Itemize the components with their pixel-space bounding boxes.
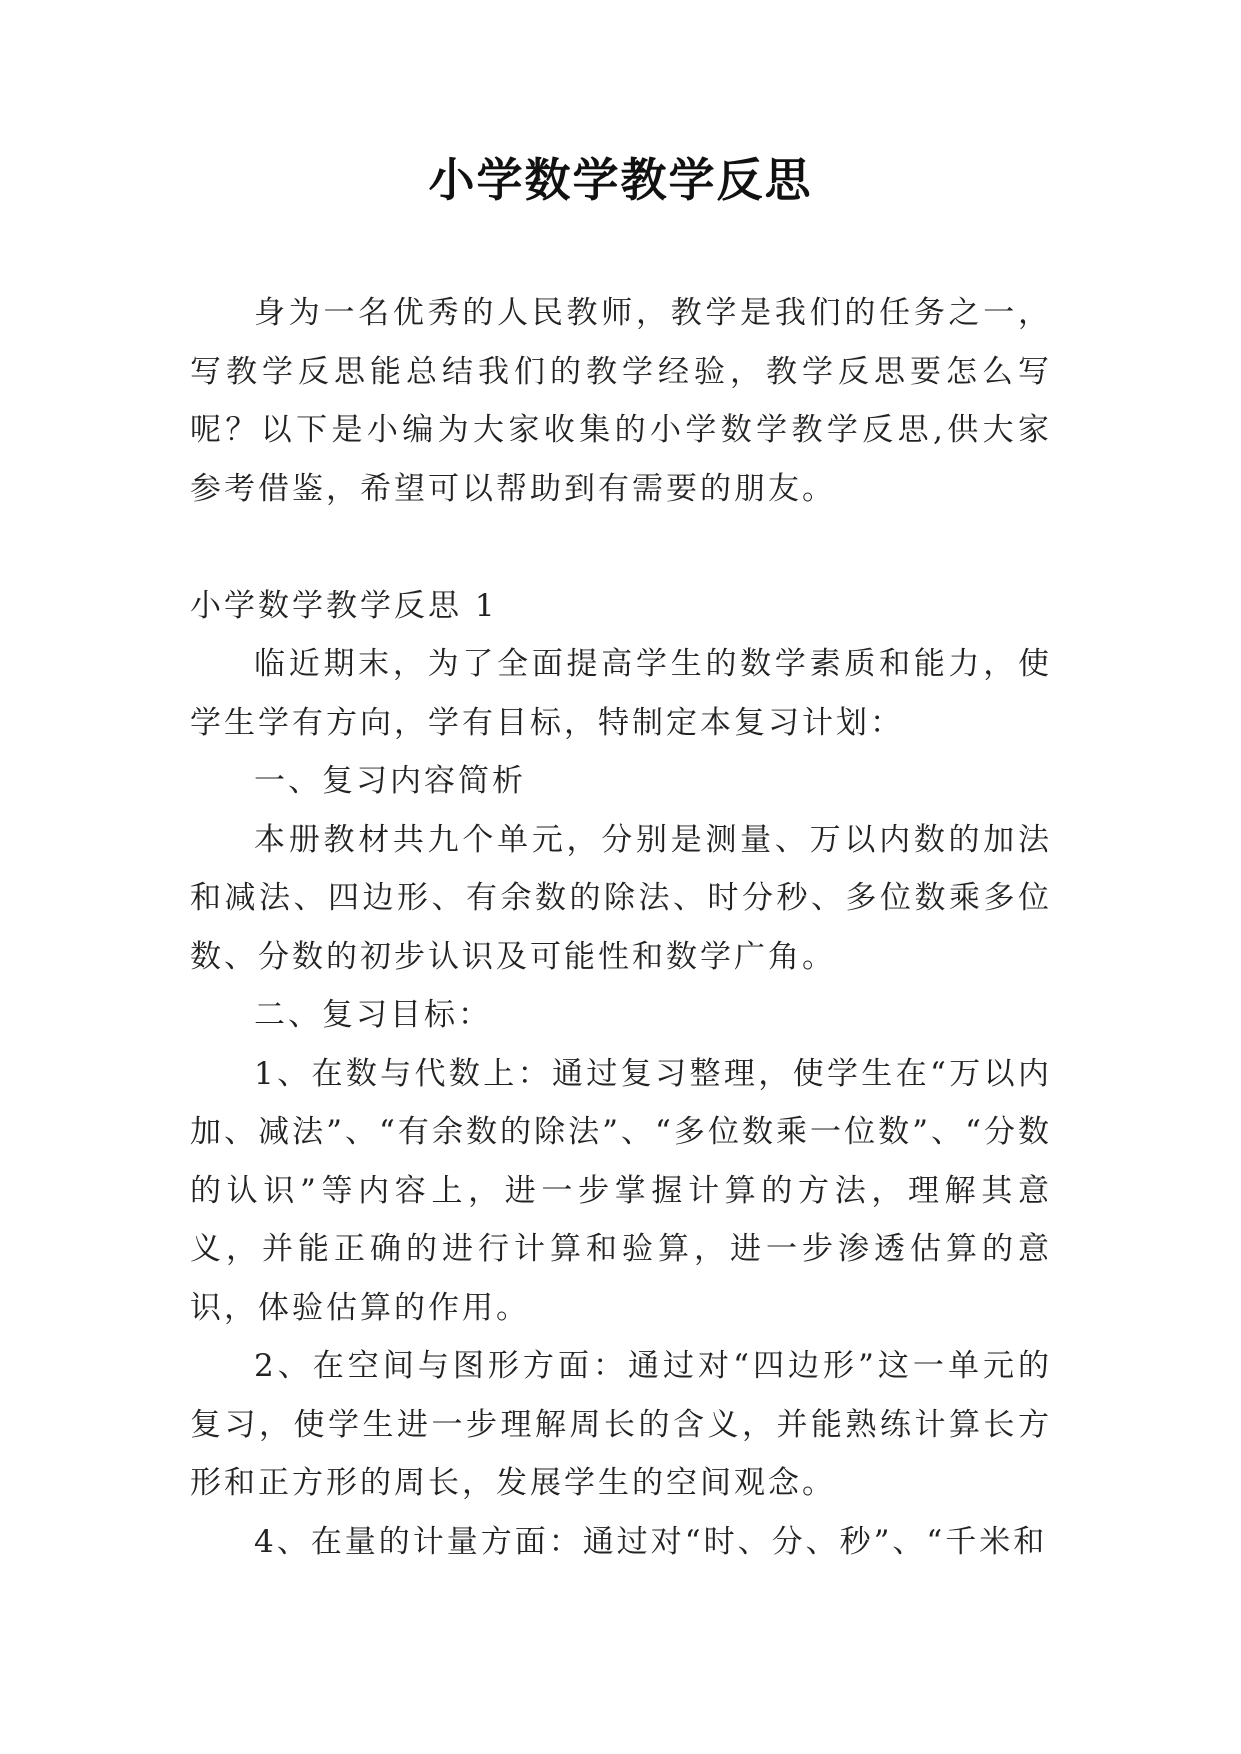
body-paragraph: 临近期末，为了全面提高学生的数学素质和能力，使学生学有方向，学有目标，特制定本复习计划： [190, 646, 1052, 741]
body-paragraph: 本册教材共九个单元，分别是测量、万以内数的加法和减法、四边形、有余数的除法、时分秒、多位数乘多位数、分数的初步认识及可能性和数学广角。 [190, 821, 1052, 975]
intro-paragraph: 身为一名优秀的人民教师，教学是我们的任务之一，写教学反思能总结我们的教学经验，教学反思要怎么写呢？以下是小编为大家收集的小学数学教学反思,供大家参考借鉴，希望可以帮助到有需要的朋友。 [190, 295, 1052, 507]
document-body [190, 284, 1052, 1571]
body-subheading: 二、复习目标： [254, 997, 492, 1033]
document-title: 小学数学教学反思 [428, 153, 813, 207]
body-paragraph: 4、在量的计量方面：通过对“时、分、秒”、“千米和 [254, 1523, 1048, 1560]
body-paragraph: 1、在数与代数上：通过复习整理，使学生在“万以内加、减法”、“有余数的除法”、“多位数乘一位数”、“分数的认识”等内容上，进一步掌握计算的方法，理解其意义，并能正确的进行计算和验算，进一步渗透估算的意识，体验估算的作用。 [190, 1055, 1052, 1326]
section-heading: 小学数学教学反思 1 [190, 587, 498, 624]
body-subheading: 一、复习内容简析 [254, 763, 526, 799]
body-paragraph: 2、在空间与图形方面：通过对“四边形”这一单元的复习，使学生进一步理解周长的含义，并能熟练计算长方形和正方形的周长，发展学生的空间观念。 [190, 1348, 1052, 1501]
